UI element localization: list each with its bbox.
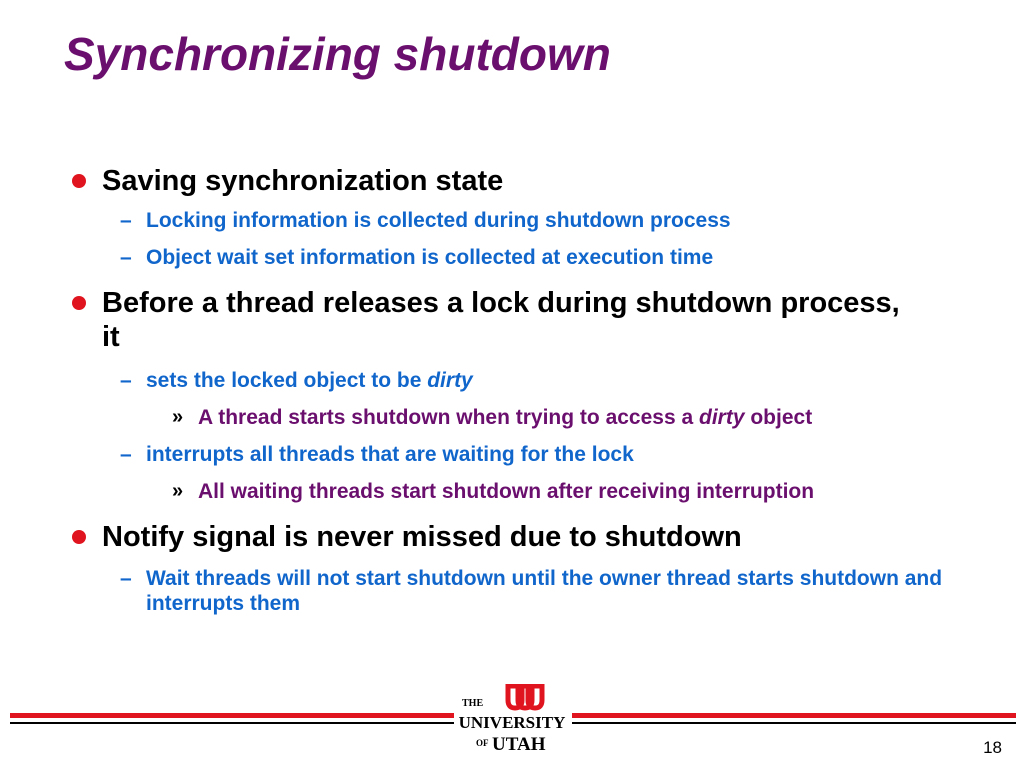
sub-sub-bullet-2-1-1: A thread starts shutdown when trying to access a dirty object — [198, 406, 813, 429]
footer-rule-left-black — [10, 722, 454, 724]
dash-marker: – — [120, 246, 132, 269]
bullet-2: Before a thread releases a lock during shutdown process, it — [102, 287, 900, 353]
dirty-emphasis: dirty — [427, 369, 473, 392]
page-number: 18 — [983, 738, 1002, 757]
dash-marker: – — [120, 369, 132, 392]
bullet-1: Saving synchronization state — [102, 165, 504, 197]
logo-utah: UTAH — [492, 734, 546, 755]
sub-bullet-2-2: interrupts all threads that are waiting for the lock — [146, 443, 634, 466]
sub-sub-bullet-2-2-1: All waiting threads start shutdown after receiving interruption — [198, 480, 815, 503]
footer-rule-right-red — [572, 713, 1016, 718]
block-u-icon — [508, 686, 542, 708]
sub-bullet-2-1: sets the locked object to be dirty — [146, 369, 473, 392]
bullet-dot — [72, 296, 86, 310]
dash-marker: – — [120, 567, 132, 590]
sub-bullet-1-1: Locking information is collected during shutdown process — [146, 209, 731, 232]
logo-university: UNIVERSITY — [458, 713, 566, 732]
footer-rule-left-red — [10, 713, 454, 718]
sub-bullet-1-2: Object wait set information is collected at execution time — [146, 246, 714, 269]
bullet-3: Notify signal is never missed due to shutdown — [102, 521, 742, 553]
raquo-marker: » — [172, 480, 184, 502]
dash-marker: – — [120, 443, 132, 466]
university-of-utah-logo — [458, 684, 566, 760]
slide-title: Synchronizing shutdown — [64, 28, 611, 80]
footer-rule-right-black — [572, 722, 1016, 724]
raquo-marker: » — [172, 406, 184, 428]
logo-of: OF — [476, 738, 489, 748]
sub-bullet-3-1: Wait threads will not start shutdown until the owner thread starts shutdown and interrupts them — [146, 567, 943, 615]
bullet-dot — [72, 530, 86, 544]
dirty-emphasis: dirty — [699, 406, 745, 429]
dash-marker: – — [120, 209, 132, 232]
logo-the: THE — [462, 698, 484, 709]
bullet-dot — [72, 174, 86, 188]
